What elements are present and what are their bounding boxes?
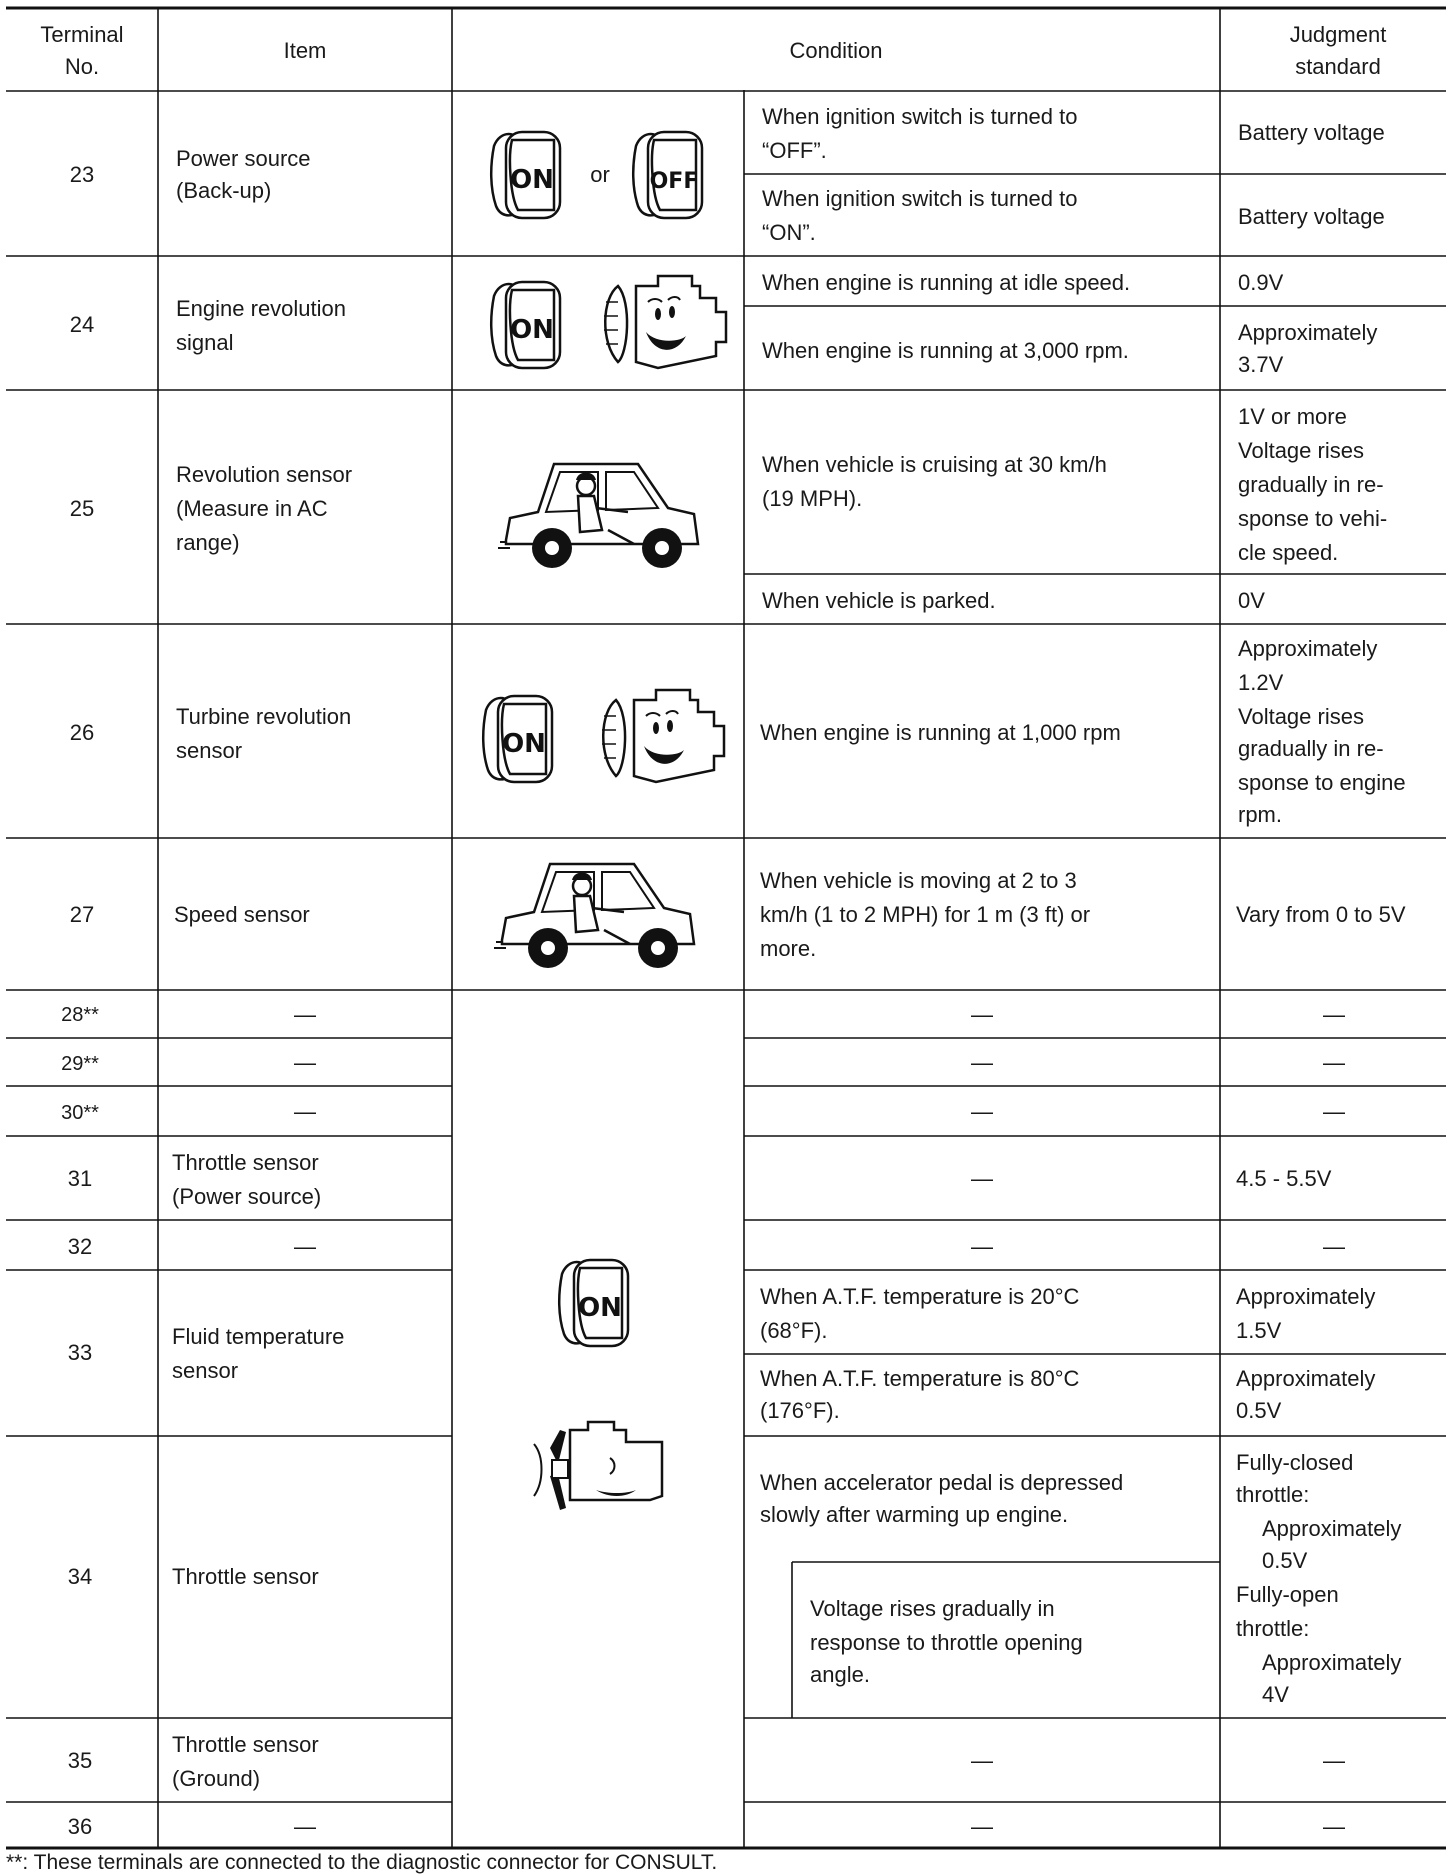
- condition-line: When ignition switch is turned to: [762, 186, 1078, 211]
- judgment-value: 4.5 - 5.5V: [1236, 1166, 1332, 1191]
- condition-line: (176°F).: [760, 1398, 840, 1423]
- terminal-no: 26: [69, 720, 95, 745]
- terminal-no: 32: [67, 1234, 93, 1259]
- item-line: Throttle sensor: [172, 1732, 319, 1757]
- table-row: [68, 1234, 1345, 1259]
- condition-line: When vehicle is cruising at 30 km/h: [762, 452, 1107, 477]
- item-line: Engine revolution: [176, 296, 347, 321]
- item-line: signal: [176, 330, 234, 355]
- judgment-value: throttle:: [1236, 1616, 1310, 1641]
- judgment-value: 0.9V: [1238, 270, 1284, 295]
- condition-dash: —: [971, 1814, 993, 1839]
- judgment-value: Battery voltage: [1238, 204, 1385, 229]
- engine-running-icon: [604, 276, 726, 368]
- judgment-dash: —: [1323, 1002, 1345, 1027]
- condition-line: When vehicle is parked.: [762, 588, 996, 613]
- terminal-no: 33: [67, 1340, 93, 1365]
- condition-line: When engine is running at idle speed.: [762, 270, 1131, 295]
- judgment-value: Approximately: [1262, 1650, 1402, 1675]
- judgment-value: 1.5V: [1236, 1318, 1282, 1343]
- judgment-value: 0.5V: [1262, 1548, 1308, 1573]
- svg-text:OFF: OFF: [649, 169, 699, 194]
- car-driving-icon: [498, 464, 698, 568]
- condition-line: When engine is running at 1,000 rpm: [760, 720, 1121, 745]
- condition-line: (19 MPH).: [762, 486, 863, 511]
- terminal-no: 30**: [61, 1102, 99, 1124]
- judgment-value: 0V: [1238, 588, 1265, 613]
- footnote: **: These terminals are connected to the diagnostic connector for CONSULT.: [6, 1851, 718, 1874]
- item-line: range): [176, 530, 240, 555]
- condition-line: When vehicle is moving at 2 to 3: [760, 868, 1077, 893]
- item-line: Throttle sensor: [172, 1150, 319, 1175]
- header-terminal-line1: Terminal: [40, 22, 124, 47]
- judgment-value: Approximately: [1236, 1366, 1376, 1391]
- condition-dash: —: [971, 1050, 993, 1075]
- condition-dash: —: [971, 1748, 993, 1773]
- table-row: [61, 1099, 1345, 1124]
- judgment-dash: —: [1323, 1234, 1345, 1259]
- car-driving-icon: [494, 864, 694, 968]
- condition-line: “ON”.: [762, 220, 816, 245]
- ignition-off-icon: [633, 132, 702, 218]
- header-judgment-line2: standard: [1295, 54, 1381, 79]
- table-row: [70, 636, 1406, 827]
- judgment-value: 1.2V: [1238, 670, 1284, 695]
- table-row: [70, 270, 1378, 377]
- item-line: Speed sensor: [174, 902, 310, 927]
- judgment-value: Battery voltage: [1238, 120, 1385, 145]
- judgment-dash: —: [1323, 1050, 1345, 1075]
- svg-text:ON: ON: [578, 1293, 622, 1323]
- table-row: [70, 404, 1387, 613]
- judgment-value: Fully-closed: [1236, 1450, 1354, 1475]
- item-line: (Power source): [172, 1184, 322, 1209]
- terminal-no: 24: [69, 312, 95, 337]
- header-judgment-line1: Judgment: [1289, 22, 1387, 47]
- condition-dash: —: [971, 1002, 993, 1027]
- condition-line: more.: [760, 936, 817, 961]
- judgment-value: 4V: [1262, 1682, 1289, 1707]
- condition-line: When accelerator pedal is depressed: [760, 1470, 1124, 1495]
- condition-line: “OFF”.: [762, 138, 827, 163]
- judgment-value: gradually in re-: [1238, 736, 1384, 761]
- condition-line: When engine is running at 3,000 rpm.: [762, 338, 1129, 363]
- terminal-no: 27: [69, 902, 95, 927]
- table-row: [61, 1050, 1345, 1075]
- terminal-no: 23: [69, 162, 95, 187]
- judgment-dash: —: [1323, 1099, 1345, 1124]
- table-row: [68, 1150, 1332, 1209]
- ignition-on-icon: [559, 1260, 628, 1346]
- header-condition: Condition: [789, 38, 883, 63]
- judgment-value: gradually in re-: [1238, 472, 1384, 497]
- header-item: Item: [283, 38, 327, 63]
- table-row: [68, 1732, 1345, 1791]
- icon-or-label: or: [590, 162, 610, 187]
- judgment-value: throttle:: [1236, 1482, 1310, 1507]
- table-row: [70, 864, 1406, 968]
- judgment-value: Approximately: [1238, 636, 1378, 661]
- judgment-value: sponse to engine: [1238, 770, 1406, 795]
- judgment-value: 3.7V: [1238, 352, 1284, 377]
- judgment-value: rpm.: [1238, 802, 1282, 827]
- condition-dash: —: [971, 1099, 993, 1124]
- table-row: [61, 1002, 1345, 1027]
- judgment-value: Voltage rises: [1238, 438, 1364, 463]
- header-terminal-line2: No.: [64, 54, 100, 79]
- svg-text:ON: ON: [502, 729, 546, 759]
- terminal-no: 34: [67, 1564, 93, 1589]
- engine-fan-icon: [534, 1422, 662, 1510]
- ignition-on-icon: [491, 282, 560, 368]
- condition-note-line: angle.: [810, 1662, 870, 1687]
- item-line: Throttle sensor: [172, 1564, 319, 1589]
- condition-dash: —: [971, 1234, 993, 1259]
- condition-note-line: Voltage rises gradually in: [810, 1596, 1055, 1621]
- item-line: sensor: [172, 1358, 239, 1383]
- judgment-value: Voltage rises: [1238, 704, 1364, 729]
- item-dash: —: [294, 1814, 316, 1839]
- terminal-no: 31: [67, 1166, 93, 1191]
- item-line: sensor: [176, 738, 243, 763]
- table-row: [68, 1814, 1345, 1839]
- condition-line: When ignition switch is turned to: [762, 104, 1078, 129]
- item-dash: —: [294, 1050, 316, 1075]
- item-line: (Ground): [172, 1766, 261, 1791]
- judgment-value: cle speed.: [1238, 540, 1339, 565]
- condition-line: When A.T.F. temperature is 80°C: [760, 1366, 1080, 1391]
- svg-text:ON: ON: [510, 165, 554, 195]
- condition-dash: —: [971, 1166, 993, 1191]
- terminal-no: 36: [67, 1814, 93, 1839]
- item-line: Revolution sensor: [176, 462, 353, 487]
- terminal-no: 35: [67, 1748, 93, 1773]
- judgment-value: 1V or more: [1238, 404, 1347, 429]
- judgment-value: 0.5V: [1236, 1398, 1282, 1423]
- item-dash: —: [294, 1002, 316, 1027]
- judgment-value: Vary from 0 to 5V: [1236, 902, 1406, 927]
- item-line: (Measure in AC: [176, 496, 328, 521]
- item-dash: —: [294, 1099, 316, 1124]
- ignition-on-icon: [483, 696, 552, 782]
- judgment-dash: —: [1323, 1748, 1345, 1773]
- judgment-value: sponse to vehi-: [1238, 506, 1388, 531]
- judgment-value: Fully-open: [1236, 1582, 1339, 1607]
- condition-note-line: response to throttle opening: [810, 1630, 1083, 1655]
- table-header: [40, 22, 1386, 79]
- item-dash: —: [294, 1234, 316, 1259]
- condition-line: (68°F).: [760, 1318, 828, 1343]
- terminal-no: 29**: [61, 1053, 99, 1075]
- engine-running-icon: [602, 690, 724, 782]
- ignition-on-icon: [491, 132, 560, 218]
- table-row: [68, 1450, 1402, 1707]
- item-line: Power source: [176, 146, 311, 171]
- condition-line: slowly after warming up engine.: [760, 1502, 1069, 1527]
- judgment-value: Approximately: [1236, 1284, 1376, 1309]
- judgment-value: Approximately: [1238, 320, 1378, 345]
- item-line: (Back-up): [176, 178, 272, 203]
- svg-text:ON: ON: [510, 315, 554, 345]
- judgment-value: Approximately: [1262, 1516, 1402, 1541]
- terminal-no: 28**: [61, 1004, 99, 1026]
- terminal-no: 25: [69, 496, 95, 521]
- judgment-dash: —: [1323, 1814, 1345, 1839]
- condition-line: km/h (1 to 2 MPH) for 1 m (3 ft) or: [760, 902, 1091, 927]
- item-line: Fluid temperature: [172, 1324, 345, 1349]
- item-line: Turbine revolution: [176, 704, 352, 729]
- condition-line: When A.T.F. temperature is 20°C: [760, 1284, 1080, 1309]
